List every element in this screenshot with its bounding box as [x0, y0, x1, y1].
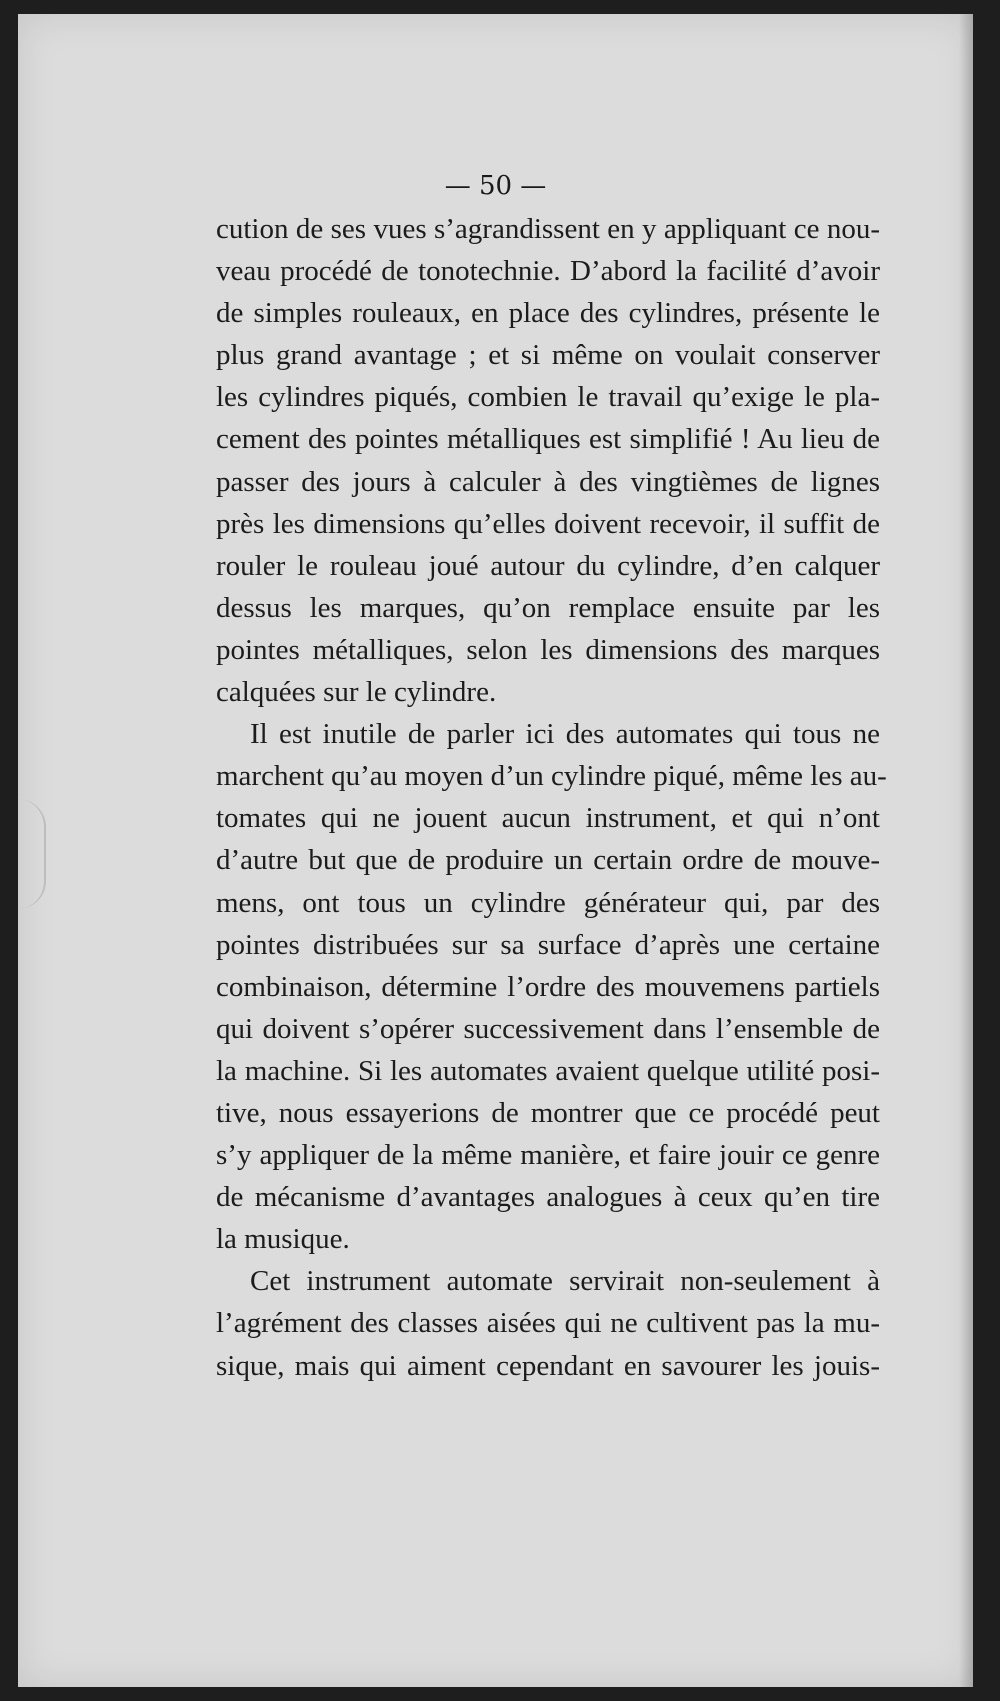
text-line: pointes distribuées sur sa surface d’après une certaine — [216, 928, 880, 961]
text-line: la machine. Si les automates avaient quelque utilité posi- — [216, 1054, 880, 1087]
text-line: Il est inutile de parler ici des automates qui tous ne — [250, 718, 880, 751]
text-line: cement des pointes métalliques est simplifié ! Au lieu de — [216, 423, 880, 456]
text-line: rouler le rouleau joué autour du cylindre, d’en calquer — [216, 549, 880, 582]
text-line: tive, nous essayerions de montrer que ce procédé peut — [216, 1096, 880, 1129]
text-line: tomates qui ne jouent aucun instrument, et qui n’ont — [216, 802, 880, 835]
book-page — [18, 14, 973, 1687]
text-line: mens, ont tous un cylindre générateur qui, par des — [216, 886, 880, 919]
text-line: près les dimensions qu’elles doivent recevoir, il suffit de — [216, 507, 880, 540]
text-line: de mécanisme d’avantages analogues à ceux qu’en tire — [216, 1181, 880, 1214]
text-line: de simples rouleaux, en place des cylindres, présente le — [216, 297, 880, 330]
text-line: les cylindres piqués, combien le travail qu’exige le pla- — [216, 381, 880, 414]
text-line: pointes métalliques, selon les dimensions des marques — [216, 633, 880, 666]
text-line: plus grand avantage ; et si même on voulait conserver — [216, 339, 880, 372]
text-line: veau procédé de tonotechnie. D’abord la facilité d’avoir — [216, 255, 880, 288]
text-line: cution de ses vues s’agrandissent en y appliquant ce nou- — [216, 213, 880, 245]
body-text — [216, 208, 887, 1387]
text-line: Cet instrument automate servirait non-seulement à — [250, 1265, 880, 1298]
text-line: qui doivent s’opérer successivement dans l’ensemble de — [216, 1012, 880, 1045]
text-line: d’autre but que de produire un certain ordre de mouve- — [216, 844, 880, 877]
page-fold-mark — [18, 799, 46, 909]
text-line: calquées sur le cylindre. — [216, 676, 497, 709]
text-line: marchent qu’au moyen d’un cylindre piqué, même les au- — [216, 760, 887, 793]
text-line: s’y appliquer de la même manière, et faire jouir ce genre — [216, 1139, 880, 1172]
page-number: — 50 — — [444, 171, 547, 201]
text-line: la musique. — [216, 1223, 350, 1256]
text-line: combinaison, détermine l’ordre des mouvemens partiels — [216, 970, 880, 1003]
text-line: passer des jours à calculer à des vingtièmes de lignes — [216, 465, 880, 498]
text-line: l’agrément des classes aisées qui ne cultivent pas la mu- — [216, 1307, 880, 1340]
text-line: dessus les marques, qu’on remplace ensuite par les — [216, 591, 880, 624]
text-line: sique, mais qui aiment cependant en savourer les jouis- — [216, 1349, 880, 1382]
page-edge-shadow — [959, 14, 973, 1687]
